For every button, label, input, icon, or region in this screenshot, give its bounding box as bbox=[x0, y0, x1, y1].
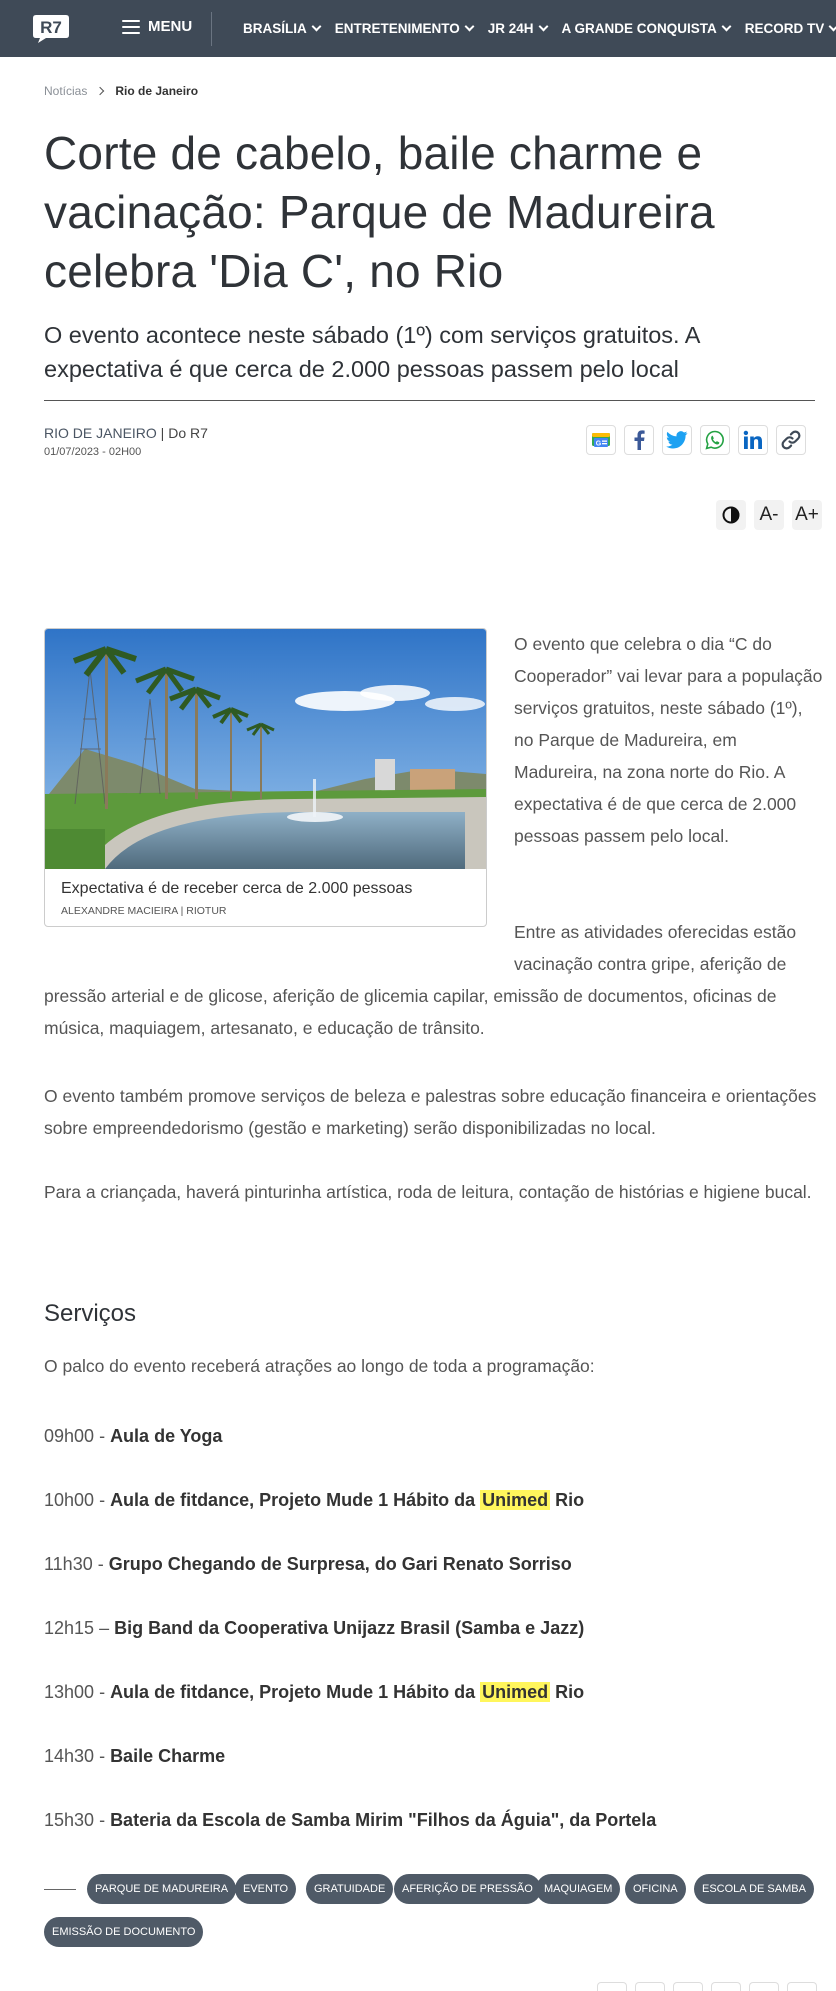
share-twitter-button[interactable] bbox=[662, 425, 692, 455]
menu-label: MENU bbox=[148, 18, 193, 35]
tag[interactable]: PARQUE DE MADUREIRA bbox=[87, 1874, 236, 1904]
nav-links bbox=[243, 0, 836, 57]
byline-separator: | bbox=[156, 425, 169, 441]
highlighted-term: Unimed bbox=[482, 1490, 549, 1510]
share-button-partial[interactable] bbox=[673, 1982, 703, 1991]
figure-credit: ALEXANDRE MACIEIRA | RIOTUR bbox=[61, 905, 227, 917]
chevron-right-icon bbox=[96, 87, 104, 95]
chevron-down-icon bbox=[721, 22, 731, 32]
breadcrumb bbox=[44, 84, 198, 98]
article-paragraph: Para a criançada, haverá pinturinha artística, roda de leitura, contação de histórias e higiene bucal. bbox=[44, 1182, 812, 1202]
article-date: 01/07/2023 - 02H00 bbox=[44, 446, 142, 458]
figure-caption: Expectativa é de receber cerca de 2.000 pessoas bbox=[61, 880, 413, 897]
font-decrease-button[interactable]: A- bbox=[754, 500, 784, 530]
share-button-partial[interactable] bbox=[597, 1982, 627, 1991]
tags-divider bbox=[44, 1889, 76, 1890]
breadcrumb-current[interactable]: Rio de Janeiro bbox=[115, 84, 199, 98]
share-whatsapp-button[interactable] bbox=[700, 425, 730, 455]
contrast-icon bbox=[722, 506, 740, 524]
article-source: Do R7 bbox=[168, 425, 208, 441]
tag[interactable]: GRATUIDADE bbox=[306, 1874, 393, 1904]
twitter-icon bbox=[666, 431, 688, 449]
park-photo[interactable] bbox=[45, 629, 486, 869]
breadcrumb-home-link[interactable]: Notícias bbox=[44, 84, 88, 98]
schedule-item: 09h00 - Aula de Yoga bbox=[44, 1426, 223, 1446]
article-title: Corte de cabelo, baile charme e vacinação: Parque de Madureira celebra 'Dia C', no Rio bbox=[44, 127, 715, 297]
article-paragraph: Entre as atividades oferecidas estão vacinação contra gripe, aferição de bbox=[514, 922, 797, 974]
schedule-item: 15h30 - Bateria da Escola de Samba Mirim "Filhos da Águia", da Portela bbox=[44, 1810, 657, 1830]
share-button-partial[interactable] bbox=[749, 1982, 779, 1991]
article-paragraph: O evento também promove serviços de beleza e palestras sobre educação financeira e orientações sobre empreendedorismo (gestão e marketing) serão disponibilizadas no local. bbox=[44, 1086, 817, 1138]
services-heading: Serviços bbox=[44, 1300, 137, 1327]
top-navbar bbox=[0, 0, 836, 57]
hamburger-icon bbox=[122, 20, 140, 34]
tag[interactable]: OFICINA bbox=[625, 1874, 686, 1904]
link-icon bbox=[781, 430, 801, 450]
nav-divider bbox=[211, 12, 212, 46]
article-place[interactable]: RIO DE JANEIRO bbox=[44, 425, 157, 441]
tag[interactable]: EVENTO bbox=[235, 1874, 296, 1904]
tag[interactable]: AFERIÇÃO DE PRESSÃO bbox=[394, 1874, 541, 1904]
whatsapp-icon bbox=[705, 430, 725, 450]
services-intro: O palco do evento receberá atrações ao longo de toda a programação: bbox=[44, 1356, 595, 1376]
article-subtitle: O evento acontece neste sábado (1º) com serviços gratuitos. A expectativa é que cerca de 2.000 pessoas passem pelo local bbox=[44, 322, 700, 382]
share-button-partial[interactable] bbox=[711, 1982, 741, 1991]
highlighted-term: Unimed bbox=[482, 1682, 549, 1702]
schedule-item: 11h30 - Grupo Chegando de Surpresa, do Gari Renato Sorriso bbox=[44, 1554, 572, 1574]
nav-link-jr24h[interactable]: JR 24H bbox=[488, 21, 547, 36]
accessibility-controls bbox=[708, 500, 822, 530]
nav-link-brasilia[interactable]: BRASÍLIA bbox=[243, 21, 320, 36]
title-divider bbox=[44, 400, 815, 401]
copy-link-button[interactable] bbox=[776, 425, 806, 455]
share-linkedin-button[interactable] bbox=[738, 425, 768, 455]
schedule-item: 14h30 - Baile Charme bbox=[44, 1746, 226, 1766]
svg-text:G: G bbox=[595, 440, 602, 448]
share-google-news-button[interactable] bbox=[586, 425, 616, 455]
menu-button[interactable] bbox=[122, 18, 192, 35]
nav-link-entretenimento[interactable]: ENTRETENIMENTO bbox=[335, 21, 473, 36]
font-increase-button[interactable]: A+ bbox=[792, 500, 822, 530]
chevron-down-icon bbox=[464, 22, 474, 32]
nav-link-record-tv[interactable]: RECORD TV bbox=[745, 21, 836, 36]
article-figure bbox=[44, 628, 487, 927]
r7-logo[interactable] bbox=[32, 13, 70, 44]
article-byline bbox=[44, 425, 208, 441]
contrast-toggle-button[interactable] bbox=[716, 500, 746, 530]
schedule-item: 10h00 - Aula de fitdance, Projeto Mude 1 Hábito da Unimed Rio bbox=[44, 1490, 585, 1510]
article-paragraph: O evento que celebra o dia “C do Cooperador” vai levar para a população serviços gratuitos, neste sábado (1º), no Parque de Madureira, em Madureira, na zona norte do Rio. A expectativa é de que cerca de 2.000 pessoas passem pelo local. bbox=[514, 634, 823, 846]
share-button-partial[interactable] bbox=[787, 1982, 817, 1991]
share-button-partial[interactable] bbox=[635, 1982, 665, 1991]
nav-link-a-grande-conquista[interactable]: A GRANDE CONQUISTA bbox=[562, 21, 730, 36]
share-bar bbox=[578, 425, 806, 455]
bottom-share-bar bbox=[589, 1982, 817, 1991]
svg-text:R7: R7 bbox=[40, 18, 62, 37]
article-paragraph: pressão arterial e de glicose, aferição de glicemia capilar, emissão de documentos, oficinas de música, maquiagem, artesanato, e educação de trânsito. bbox=[44, 986, 777, 1038]
chevron-down-icon bbox=[311, 22, 321, 32]
facebook-icon bbox=[633, 430, 645, 450]
schedule-item: 13h00 - Aula de fitdance, Projeto Mude 1 Hábito da Unimed Rio bbox=[44, 1682, 585, 1702]
linkedin-icon bbox=[743, 430, 763, 450]
share-facebook-button[interactable] bbox=[624, 425, 654, 455]
chevron-down-icon bbox=[538, 22, 548, 32]
tag[interactable]: ESCOLA DE SAMBA bbox=[694, 1874, 814, 1904]
chevron-down-icon bbox=[829, 22, 836, 32]
schedule-item: 12h15 – Big Band da Cooperativa Unijazz Brasil (Samba e Jazz) bbox=[44, 1618, 585, 1638]
tag[interactable]: EMISSÃO DE DOCUMENTO bbox=[44, 1917, 203, 1947]
google-news-icon bbox=[591, 431, 611, 449]
tag[interactable]: MAQUIAGEM bbox=[536, 1874, 620, 1904]
